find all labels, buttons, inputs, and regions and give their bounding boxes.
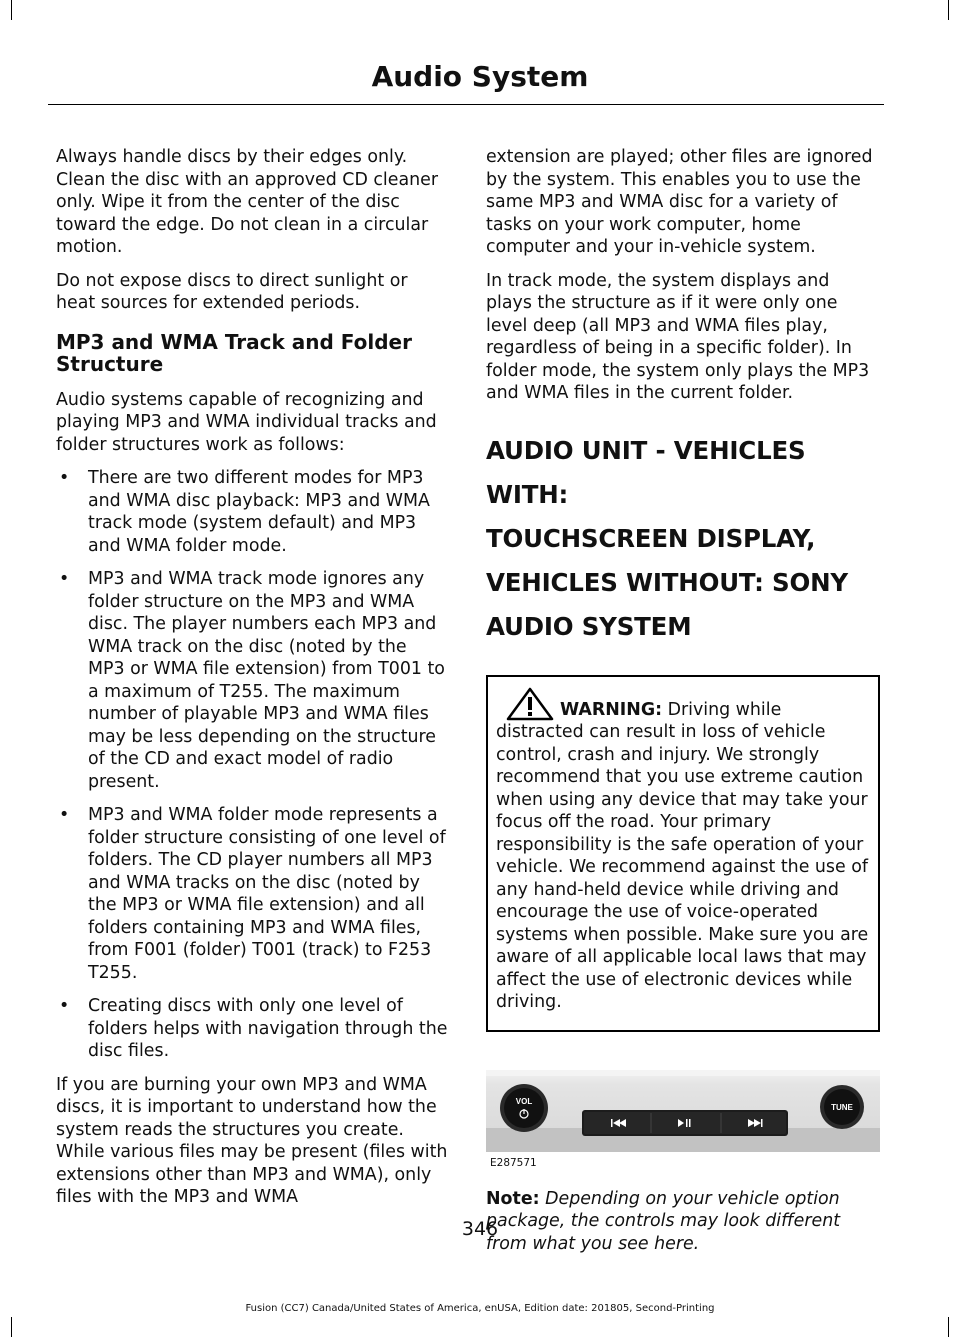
list-item: • There are two different modes for MP3 and WMA disc playback: MP3 and WMA track mode (system default) and MP3 and WMA folder mode.: [59, 468, 430, 556]
crop-mark-top-left: [11, 0, 12, 20]
bullet-icon: •: [59, 569, 70, 589]
crop-mark-top-right: [948, 0, 949, 20]
bullet-icon: •: [59, 805, 70, 825]
section-heading-mp3-structure: MP3 and WMA Track and Folder Structure: [56, 329, 412, 376]
crop-mark-bottom-right: [948, 1317, 949, 1337]
paragraph-sunlight: Do not expose discs to direct sunlight or heat sources for extended periods.: [56, 270, 408, 313]
section-heading-audio-unit: AUDIO UNIT - VEHICLES WITH: TOUCHSCREEN DISPLAY, VEHICLES WITHOUT: SONY AUDIO SYSTEM: [486, 435, 848, 641]
note-label: Note:: [486, 1188, 540, 1209]
figure-id: E287571: [490, 1156, 537, 1169]
crop-mark-bottom-left: [11, 1317, 12, 1337]
svg-text:TUNE: TUNE: [831, 1102, 853, 1112]
header-rule: [48, 104, 884, 105]
warning-text: Driving while distracted can result in loss of vehicle control, crash and injury. We strongly recommend that you use extreme caution when using any device that may take your focus off the road. Your primary responsibility is the safe operation of your vehicle. We recommend against the use of any hand-held device while driving and encourage the use of voice-operated systems when possible. Make sure you are aware of all applicable local laws that may affect the use of electronic devices while driving.: [496, 699, 869, 1012]
list-item: • MP3 and WMA folder mode represents a folder structure consisting of one level of folders. The CD player numbers all MP3 and WMA tracks on the disc (noted by the MP3 or WMA file extension) and all folders containing MP3 and WMA files, from F001 (folder) T001 (track) to F253 T255.: [59, 805, 446, 983]
paragraph-intro: Audio systems capable of recognizing and playing MP3 and WMA individual tracks and folder structures work as follows:: [56, 389, 437, 455]
left-column: [56, 146, 448, 1220]
warning-box: [486, 675, 880, 1032]
bullet-list: [56, 467, 448, 1063]
tune-knob-icon: [820, 1085, 864, 1129]
footer-edition-info: Fusion (CC7) Canada/United States of America, enUSA, Edition date: 201805, Second-Printing: [245, 1303, 715, 1314]
page-title: Audio System: [371, 60, 589, 93]
bullet-icon: •: [59, 468, 70, 488]
list-item: • Creating discs with only one level of folders helps with navigation through the disc files.: [59, 996, 448, 1061]
page-number: 346: [461, 1218, 499, 1240]
paragraph-disc-handling: Always handle discs by their edges only. Clean the disc with an approved CD cleaner only. Wipe it from the center of the disc toward the edge. Do not clean in a circular motion.: [56, 147, 438, 257]
warning-triangle-icon: [506, 687, 554, 721]
volume-knob-icon: [500, 1084, 548, 1132]
paragraph-track-mode: In track mode, the system displays and plays the structure as if it were only one level deep (all MP3 and WMA files play, regardless of being in a specific folder). In folder mode, the system only plays the MP3 and WMA files in the current folder.: [486, 270, 870, 403]
paragraph-burning-discs: If you are burning your own MP3 and WMA discs, it is important to understand how the system reads the structures you create. While various files may be present (files with extensions other than MP3 and WMA), only files with the MP3 and WMA: [56, 1074, 448, 1207]
bullet-icon: •: [59, 996, 70, 1016]
note-text: Depending on your vehicle option package, the controls may look different from what you see here.: [486, 1188, 841, 1254]
paragraph-extensions: extension are played; other files are ignored by the system. This enables you to use the same MP3 and WMA disc for a variety of tasks on your work computer, home computer and your in-vehicle system.: [486, 147, 873, 257]
svg-text:VOL: VOL: [515, 1096, 533, 1106]
right-column: [486, 146, 880, 1266]
media-button-strip: [582, 1110, 788, 1136]
audio-controls-photo: [486, 1070, 880, 1152]
warning-label: WARNING:: [560, 699, 663, 720]
list-item: • MP3 and WMA track mode ignores any folder structure on the MP3 and WMA disc. The player numbers each MP3 and WMA track on the disc (noted by the MP3 or WMA file extension) from T001 to a maximum of T255. The maximum number of playable MP3 and WMA files may be less depending on the structure of the CD and exact model of radio present.: [59, 569, 445, 792]
